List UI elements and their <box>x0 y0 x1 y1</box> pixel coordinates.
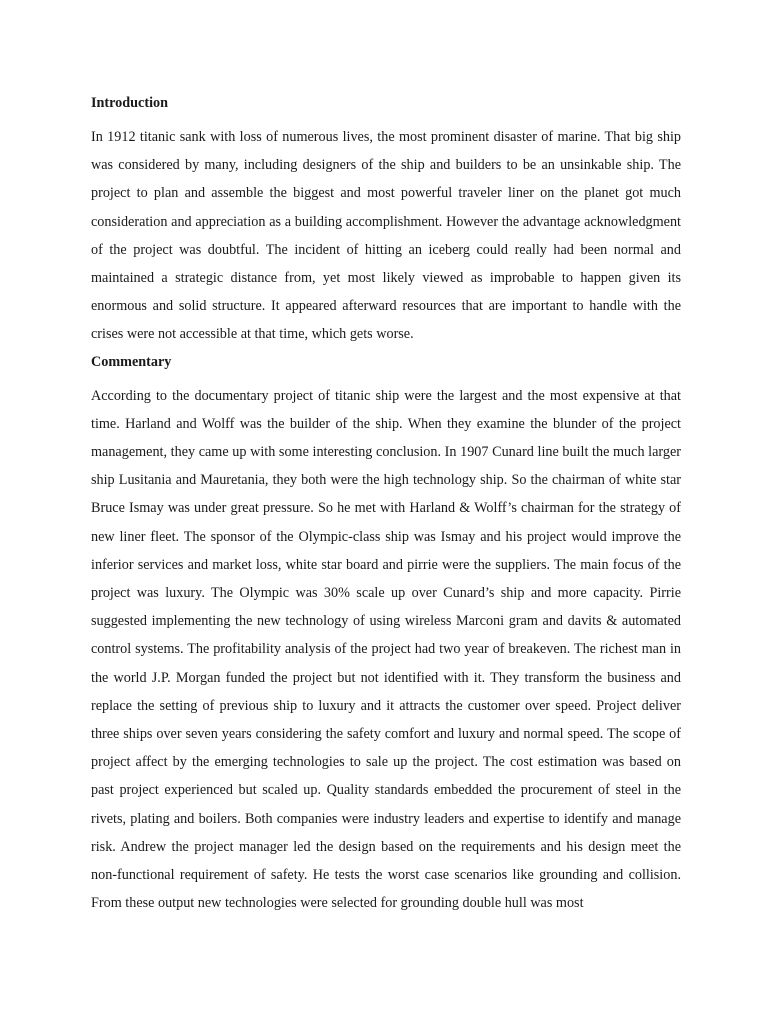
commentary-heading: Commentary <box>91 353 172 370</box>
introduction-heading: Introduction <box>91 95 168 111</box>
document-body <box>91 90 681 917</box>
commentary-paragraph: According to the documentary project of titanic ship were the largest and the most expensive at that time. Harland and Wolff was the builder of the ship. When they examine the blunder of the project management, they came up with some interesting conclusion. In 1907 Cunard line built the much larger ship Lusitania and Mauretania, they both were the high technology ship. So the chairman of white star Bruce Ismay was under great pressure. So he met with Harland & Wolff’s chairman for the strategy of new liner fleet. The sponsor of the Olympic-class ship was Ismay and his project would improve the inferior services and market loss, white star board and pirrie were the suppliers. The main focus of the project was luxury. The Olympic was 30% scale up over Cunard’s ship and more capacity. Pirrie suggested implementing the new technology of using wireless Marconi gram and davits & automated control systems. The profitability analysis of the project had two year of breakeven. The richest man in the world J.P. Morgan funded the project but not identified with it. They transform the business and replace the setting of previous ship to luxury and it attracts the customer over speed. Project deliver three ships over seven years considering the safety comfort and luxury and normal speed. The scope of project affect by the emerging technologies to sale up the project. The cost estimation was based on past project experienced but scaled up. Quality standards embedded the procurement of steel in the rivets, plating and boilers. Both companies were industry leaders and expertise to identify and manage risk. Andrew the project manager led the design based on the requirements and his design meet the non-functional requirement of safety. He tests the worst case scenarios like grounding and collision. From these output new technologies were selected for grounding double hull was most <box>91 387 681 912</box>
introduction-paragraph: In 1912 titanic sank with loss of numerous lives, the most prominent disaster of marine. That big ship was considered by many, including designers of the ship and builders to be an unsinkable ship. The project to plan and assemble the biggest and most powerful traveler liner on the planet got much consideration and appreciation as a building accomplishment. However the advantage acknowledgment of the project was doubtful. The incident of hitting an iceberg could really had been normal and maintained a strategic distance from, yet most likely viewed as improbable to happen given its enormous and solid structure. It appeared afterward resources that are important to handle with the crises were not accessible at that time, which gets worse. <box>91 129 681 343</box>
